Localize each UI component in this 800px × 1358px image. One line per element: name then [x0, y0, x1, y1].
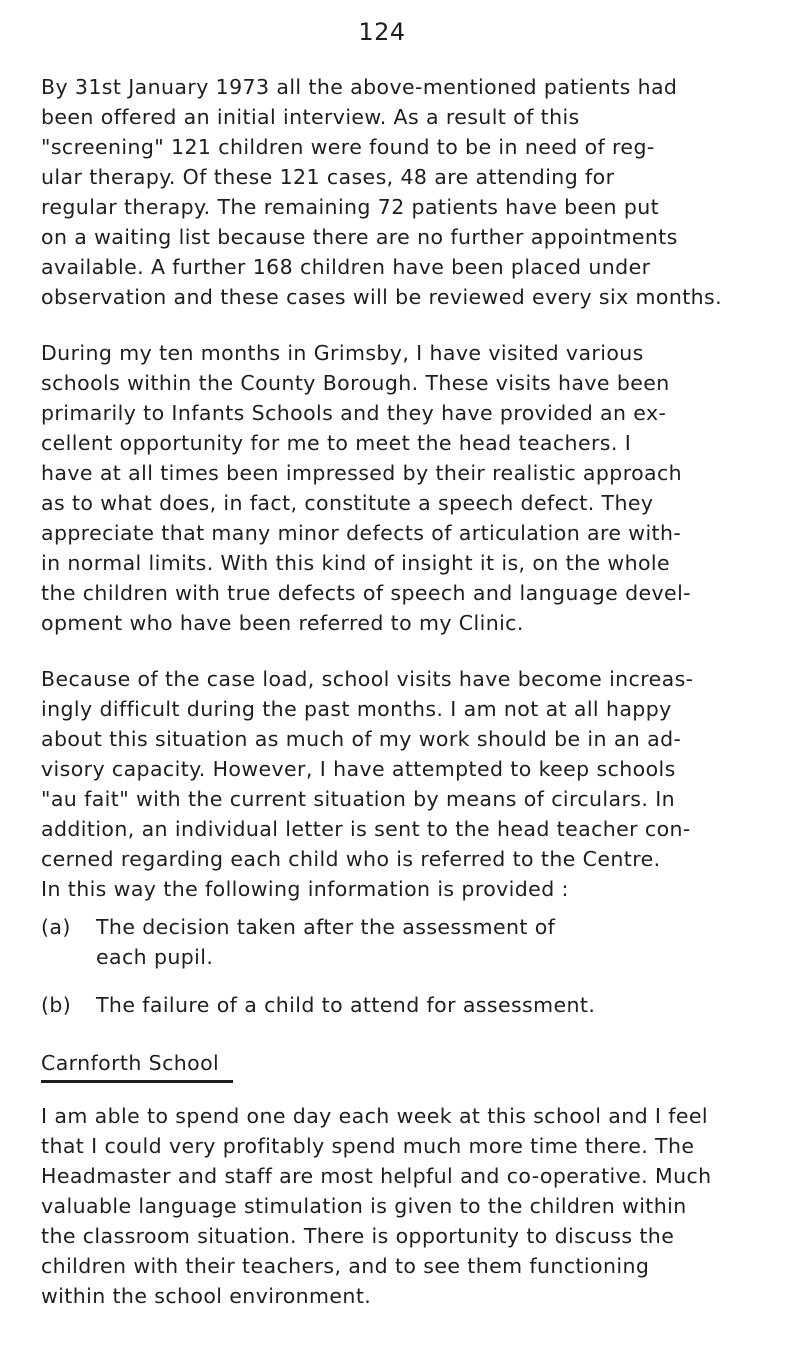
- text-line: appreciate that many minor defects of articulation are with-: [41, 521, 682, 545]
- text-line: "screening" 121 children were found to be in need of reg-: [41, 135, 655, 159]
- text-line: cellent opportunity for me to meet the head teachers. I: [41, 431, 632, 455]
- paragraph-screening-results: [41, 72, 776, 312]
- text-line: the children with true defects of speech and language devel-: [41, 581, 691, 605]
- text-line: about this situation as much of my work should be in an ad-: [41, 727, 682, 751]
- text-line: each pupil.: [96, 945, 214, 969]
- text-line: The decision taken after the assessment of: [96, 915, 556, 939]
- list-item-text: [96, 912, 756, 972]
- paragraph-school-visits: [41, 338, 776, 638]
- text-line: cerned regarding each child who is referred to the Centre.: [41, 847, 661, 871]
- text-line: regular therapy. The remaining 72 patients have been put: [41, 195, 660, 219]
- paragraph-case-load: [41, 664, 776, 904]
- text-line: I am able to spend one day each week at this school and I feel: [41, 1104, 709, 1128]
- text-line: within the school environment.: [41, 1284, 372, 1308]
- text-line: opment who have been referred to my Clinic.: [41, 611, 524, 635]
- text-line: During my ten months in Grimsby, I have visited various: [41, 341, 644, 365]
- text-line: In this way the following information is provided :: [41, 877, 569, 901]
- text-line: children with their teachers, and to see them functioning: [41, 1254, 650, 1278]
- text-line: Because of the case load, school visits have become increas-: [41, 667, 694, 691]
- text-line: observation and these cases will be reviewed every six months.: [41, 285, 723, 309]
- text-line: as to what does, in fact, constitute a speech defect. They: [41, 491, 654, 515]
- list-item-text: [96, 990, 756, 1020]
- text-line: schools within the County Borough. These visits have been: [41, 371, 670, 395]
- paragraph-carnforth-school: [41, 1101, 776, 1311]
- text-line: the classroom situation. There is opportunity to discuss the: [41, 1224, 675, 1248]
- text-line: "au fait" with the current situation by means of circulars. In: [41, 787, 676, 811]
- text-line: been offered an initial interview. As a result of this: [41, 105, 580, 129]
- text-line: addition, an individual letter is sent to the head teacher con-: [41, 817, 691, 841]
- text-line: on a waiting list because there are no further appointments: [41, 225, 678, 249]
- section-heading: Carnforth School: [41, 1051, 220, 1075]
- text-line: that I could very profitably spend much more time there. The: [41, 1134, 695, 1158]
- text-line: Headmaster and staff are most helpful and co-operative. Much: [41, 1164, 712, 1188]
- text-line: ular therapy. Of these 121 cases, 48 are attending for: [41, 165, 615, 189]
- text-line: By 31st January 1973 all the above-mentioned patients had: [41, 75, 678, 99]
- text-line: valuable language stimulation is given to the children within: [41, 1194, 687, 1218]
- text-line: primarily to Infants Schools and they have provided an ex-: [41, 401, 667, 425]
- text-line: in normal limits. With this kind of insight it is, on the whole: [41, 551, 671, 575]
- text-line: have at all times been impressed by their realistic approach: [41, 461, 683, 485]
- text-line: ingly difficult during the past months. I am not at all happy: [41, 697, 672, 721]
- list-label: (b): [41, 993, 72, 1017]
- list-label: (a): [41, 915, 71, 939]
- text-line: The failure of a child to attend for assessment.: [96, 993, 596, 1017]
- text-line: available. A further 168 children have been placed under: [41, 255, 651, 279]
- page-number: 124: [358, 18, 406, 46]
- heading-underline: [41, 1080, 233, 1083]
- text-line: visory capacity. However, I have attempted to keep schools: [41, 757, 676, 781]
